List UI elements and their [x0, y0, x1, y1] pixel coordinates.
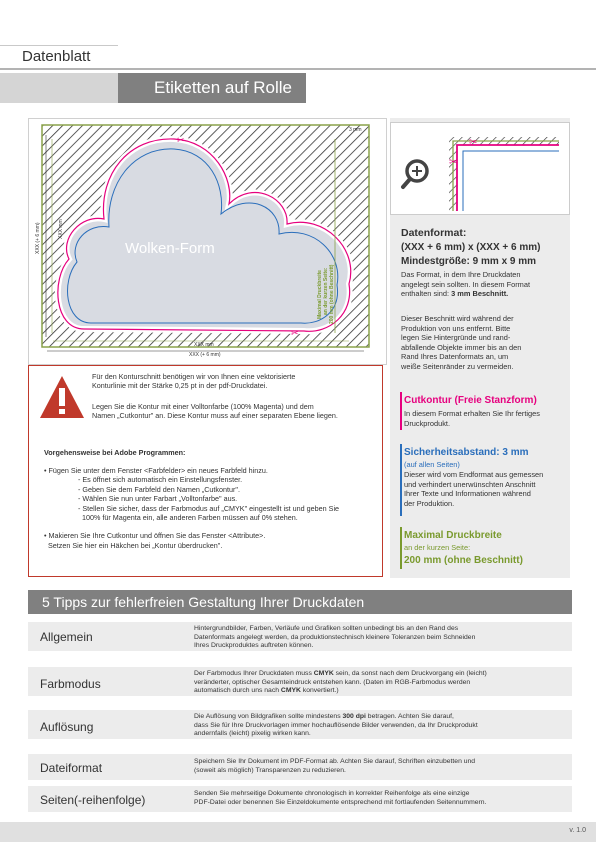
tip-label: Allgemein: [40, 630, 93, 644]
shape-label: Wolken-Form: [125, 240, 215, 257]
cut-title: Cutkontur (Freie Stanzform): [404, 395, 537, 406]
scissors-icon: ✂: [469, 137, 478, 148]
format-diagram: [28, 118, 387, 365]
width-dim-label: XXX (+ 6 mm): [189, 352, 221, 358]
zoom-detail-svg: [391, 123, 571, 216]
warning-icon: [38, 374, 86, 420]
format-text: Das Format, in dem Ihre Druckdaten angelegt sein sollten. In diesem Format enthalten sind: 3 mm Beschnitt.: [401, 270, 530, 299]
safe-sub: (auf allen Seiten): [404, 460, 460, 469]
max-value: 200 mm (ohne Beschnitt): [404, 555, 523, 566]
page-title: Etiketten auf Rolle: [154, 78, 292, 97]
datasheet-label: Datenblatt: [22, 48, 91, 65]
tip-row: [28, 754, 572, 780]
max-width-label-3: 200 mm (ohne Beschnitt): [329, 264, 335, 324]
tip-label: Farbmodus: [40, 677, 101, 691]
steps-title: Vorgehensweise bei Adobe Programmen:: [44, 448, 186, 457]
cut-accent-bar: [400, 392, 402, 430]
max-width-label-2: an der kurzen Seite:: [323, 267, 329, 315]
tip-label: Seiten(-reihenfolge): [40, 793, 146, 807]
contour-info-2: Legen Sie die Kontur mit einer Volltonfarbe (100% Magenta) und dem Namen „Cutkontur" an. Diese Kontur muss auf einer separaten Ebene liegen.: [92, 402, 338, 421]
bleed-text: Dieser Beschnitt wird während der Produktion von uns entfernt. Bitte legen Sie Hintergründe und rand- abfallende Objekte immer bis an den Rand Ihres Datenformats an, um weiße Seitenränder zu vermeiden.: [401, 314, 522, 371]
format-title: Datenformat:: [401, 227, 467, 239]
zoom-detail: [390, 122, 570, 215]
contour-info-1: Für den Konturschnitt benötigen wir von Ihnen eine vektorisierte Konturlinie mit der Stärke 0,25 pt in der pdf-Druckdatei.: [92, 372, 296, 391]
max-width-label-1: Maximal Druckbreite: [317, 270, 323, 319]
tips-header: [28, 590, 572, 614]
tips-title: 5 Tipps zur fehlerfreien Gestaltung Ihrer Druckdaten: [42, 594, 365, 610]
tip-text: Die Auflösung von Bildgrafiken sollte mindestens 300 dpi betragen. Achten Sie darauf, dass Sie für Ihre Druckvorlagen immer hochauflösende Bilder verwenden, da Ihr Druckprodukt andernfalls (leicht) pixelig wirken kann.: [194, 713, 478, 738]
zoom-inner: [457, 145, 559, 211]
tip-label: Dateiformat: [40, 761, 103, 775]
width-inner-dim-label: XXX mm: [194, 342, 214, 348]
version-label: v. 1.0: [569, 827, 586, 834]
cloud-diagram-svg: [29, 119, 386, 364]
footer: [0, 822, 596, 842]
header-divider: [0, 68, 596, 70]
safe-text: Dieser wird vom Endformat aus gemessen und verhindert unerwünschten Anschnitt Ihrer Texte und Informationen während der Produktion.: [404, 470, 544, 508]
tip-label: Auflösung: [40, 720, 94, 734]
steps-list: • Fügen Sie unter dem Fenster <Farbfelder> ein neues Farbfeld hinzu. - Es öffnet sich automatisch ein Einstellungsfenster. - Geben Sie dem Farbfeld den Namen „Cutkontur". - Wählen Sie nun unter Farbart „Volltonfarbe" aus. - Stellen Sie sicher, dass der Farbmodus auf „CMYK" eingestellt ist und geben Sie 100% für Magenta ein, alle anderen Farben müssen auf 0% stehen. • Makieren Sie Ihre Cutkontur und öffnen Sie das Fenster <Attribute>. Setzen Sie hier ein Häkchen bei „Kontur überdrucken".: [44, 466, 340, 550]
title-strip: [0, 73, 118, 103]
tip-row: [28, 710, 572, 739]
tip-text: Der Farbmodus Ihrer Druckdaten muss CMYK sein, da sonst nach dem Druckvorgang ein (leicht) veränderter, optischer Gesamteindruck entstehen kann. (Daten im RGB-Farbmodus werden automatisch durch uns nach CMYK konvertiert.): [194, 670, 487, 695]
tip-text: Hintergrundbilder, Farben, Verläufe und Grafiken sollten unbedingt bis an den Rand des Datenformats angelegt werden, da produktionstechnisch kleinere Toleranzen beim Schneiden Ihres Druckproduktes auftreten können.: [194, 625, 476, 650]
tip-text: Senden Sie mehrseitige Dokumente chronologisch in korrekter Reihenfolge als eine einzige PDF-Datei oder benennen Sie Einzeldokumente entsprechend mit fortlaufenden Seitennummern.: [194, 790, 487, 806]
height-dim-label: XXX (+ 6 mm): [35, 222, 41, 254]
scissors-icon: ✂: [291, 329, 299, 339]
max-title: Maximal Druckbreite: [404, 530, 502, 541]
scissors-icon: ✂: [449, 157, 458, 168]
title-bar: [118, 73, 306, 103]
tip-text: Speichern Sie Ihr Dokument im PDF-Format ab. Achten Sie darauf, Schriften einzubetten und (soweit als möglich) Transparenzen zu reduzieren.: [194, 758, 476, 774]
safe-title: Sicherheitsabstand: 3 mm: [404, 447, 529, 458]
max-sub: an der kurzen Seite:: [404, 543, 471, 552]
cut-text: In diesem Format erhalten Sie Ihr fertiges Druckprodukt.: [404, 409, 540, 428]
zoom-in-icon-handle: [403, 179, 410, 187]
format-size: (XXX + 6 mm) x (XXX + 6 mm): [401, 242, 541, 253]
bleed-dim-label: 3 mm: [349, 127, 362, 133]
tip-row: [28, 622, 572, 651]
max-accent-bar: [400, 527, 402, 569]
tip-row: [28, 667, 572, 696]
min-size: Mindestgröße: 9 mm x 9 mm: [401, 256, 537, 267]
tip-row: [28, 786, 572, 812]
safe-accent-bar: [400, 444, 402, 516]
height-inner-dim-label: XXX mm: [58, 219, 64, 239]
scissors-icon: ✂: [177, 136, 185, 146]
